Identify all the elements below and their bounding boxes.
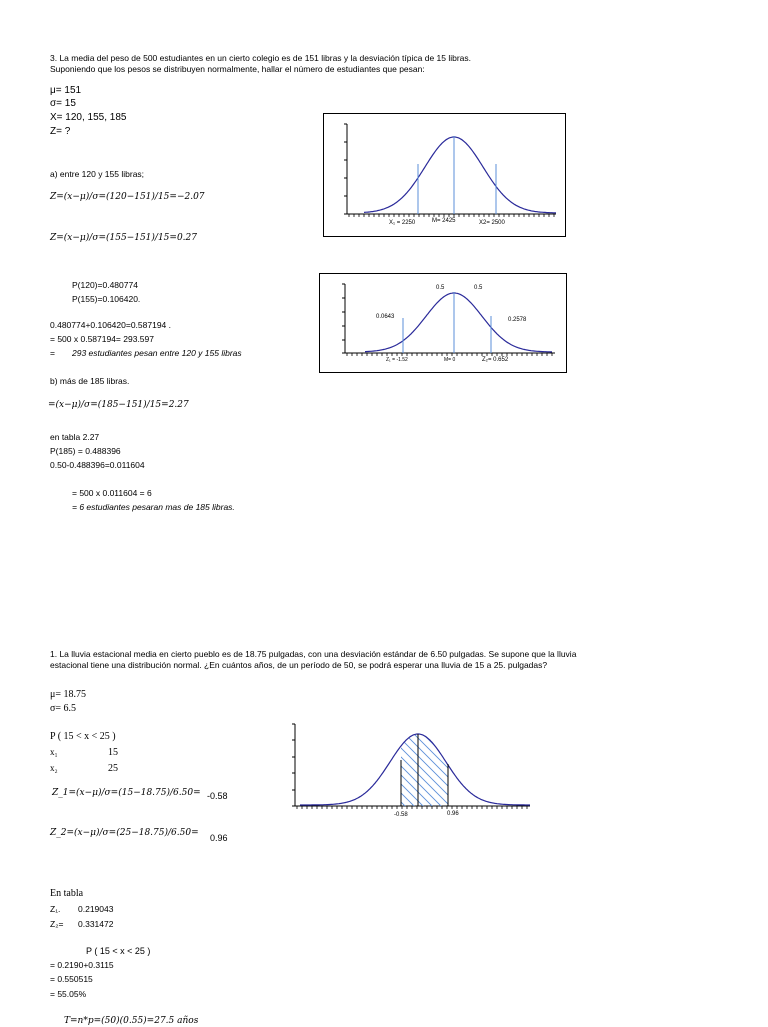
sigma-given: σ= 15 — [50, 98, 76, 109]
normal-curve-chart-1-svg — [324, 114, 565, 236]
z1-equation: Z_1=(x−μ)/σ=(15−18.75)/6.50= — [52, 788, 201, 798]
rain-probability: P ( 15 < x < 25 ) — [50, 731, 116, 742]
chart1-label-mean: M= 2425 — [432, 218, 456, 224]
problem-1-statement-line1: 1. La lluvia estacional media en cierto pueblo es de 18.75 pulgadas, con una desviación estándar de 6.50 pulgadas. Se supone que la lluvia — [50, 649, 577, 659]
chart2-label-mean: M= 0 — [444, 357, 456, 363]
mult-b-line: = 500 x 0.011604 = 6 — [72, 488, 152, 498]
percentage-value: = 55.05% — [50, 989, 87, 999]
problem-1-statement-line2: estacional tiene una distribución normal. ¿En cuántos años, de un período de 50, se podrá esperar una lluvia de 15 a 25. pulgadas? — [50, 660, 548, 670]
normal-curve-chart-2-svg — [320, 274, 566, 372]
chart2-label-left-area: 0.0643 — [376, 314, 395, 320]
chart2-label-z1: Z₁ = -1.52 — [386, 357, 408, 363]
rain-sigma: σ= 6.5 — [50, 703, 77, 714]
part-a-heading: a) entre 120 y 155 libras; — [50, 169, 145, 179]
x2-label: x₂ — [50, 763, 58, 773]
result-a-prefix: = — [50, 348, 55, 358]
shaded-area — [310, 720, 536, 810]
chart2-label-right-area: 0.2578 — [508, 317, 527, 323]
z2-table-value: 0.331472 — [78, 919, 114, 929]
en-tabla-heading: En tabla — [50, 888, 84, 899]
x-given: X= 120, 155, 185 — [50, 112, 127, 123]
chart2-label-top-left: 0.5 — [436, 285, 445, 291]
problem-3-statement-line1: 3. La media del peso de 500 estudiantes en un cierto colegio es de 151 libras y la desviación típica de 15 libras. — [50, 53, 472, 63]
bell-curve — [364, 137, 556, 213]
z-given: Z= ? — [50, 126, 71, 137]
sum-line: 0.480774+0.106420=0.587194 . — [50, 320, 172, 330]
chart2-label-z2: Z₂= 0.652 — [482, 357, 509, 363]
rain-probability-2: P ( 15 < x < 25 ) — [86, 946, 151, 956]
z2-equation: Z_2=(x−μ)/σ=(25−18.75)/6.50= — [50, 828, 199, 838]
diff-line: 0.50-0.488396=0.011604 — [50, 460, 145, 470]
normal-curve-chart-3 — [290, 720, 536, 820]
p120-value: P(120)=0.480774 — [72, 280, 138, 290]
z2-table-label: Z₂= — [50, 919, 64, 929]
x1-value: 15 — [108, 747, 118, 758]
equation-z-155: Z=(x−μ)/σ=(155−151)/15=0.27 — [50, 233, 197, 243]
sum-value: = 0.550515 — [50, 974, 93, 984]
x1-label: x₁ — [50, 747, 58, 757]
normal-curve-chart-3-svg — [290, 720, 536, 820]
z1-table-value: 0.219043 — [78, 904, 114, 914]
chart1-label-x1: X₁ = 2250 — [389, 220, 416, 226]
chart3-label-left: -0.58 — [394, 812, 408, 818]
chart3-label-right: 0.96 — [447, 811, 459, 817]
normal-curve-chart-2 — [319, 273, 567, 373]
result-b: = 6 estudiantes pesaran mas de 185 libras. — [72, 502, 235, 512]
final-equation: T=n*p=(50)(0.55)=27.5 años — [64, 1016, 199, 1026]
z2-result: 0.96 — [210, 833, 228, 843]
normal-curve-chart-1 — [323, 113, 566, 237]
p155-value: P(155)=0.106420. — [72, 294, 141, 304]
equation-z-120: Z=(x−μ)/σ=(120−151)/15=−2.07 — [50, 192, 205, 202]
z1-result: -0.58 — [207, 791, 228, 801]
tabla-line: en tabla 2.27 — [50, 432, 100, 442]
result-a: 293 estudiantes pesan entre 120 y 155 libras — [72, 348, 242, 358]
mult-line: = 500 x 0.587194= 293.597 — [50, 334, 154, 344]
part-b-heading: b) más de 185 libras. — [50, 376, 130, 386]
chart1-label-x2: X2= 2500 — [479, 220, 505, 226]
p185-value: P(185) = 0.488396 — [50, 446, 121, 456]
chart2-label-top-right: 0.5 — [474, 285, 483, 291]
z1-table-label: Z₁. — [50, 904, 61, 914]
x2-value: 25 — [108, 763, 118, 774]
bell-curve — [300, 734, 530, 805]
sum-equation: = 0.2190+0.3115 — [50, 960, 114, 970]
mu-given: μ= 151 — [50, 85, 82, 96]
problem-3-statement-line2: Suponiendo que los pesos se distribuyen normalmente, hallar el número de estudiantes que pesan: — [50, 64, 425, 74]
rain-mu: μ= 18.75 — [50, 689, 87, 700]
equation-z-185: =(x−μ)/σ=(185−151)/15=2.27 — [48, 400, 189, 410]
